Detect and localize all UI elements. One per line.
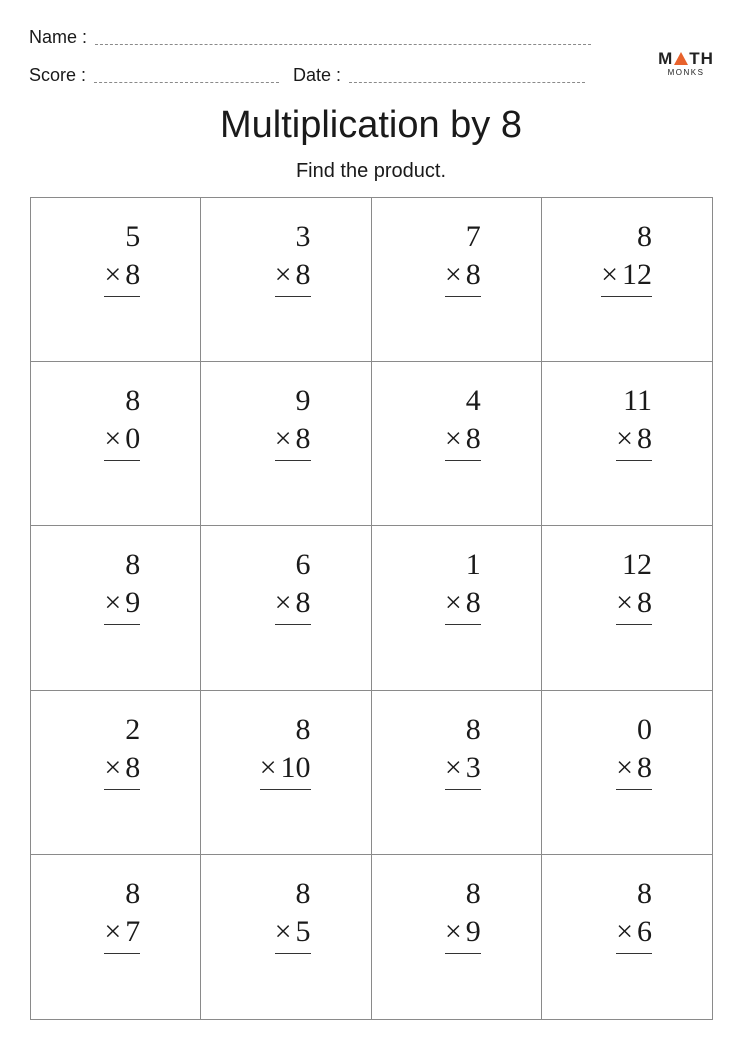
answer-line: [275, 953, 311, 954]
multiplier: 5: [295, 914, 311, 948]
multiplicand: 8: [637, 220, 652, 253]
math-monks-logo: [656, 50, 716, 78]
times-icon: ×: [274, 258, 292, 291]
multiplication-problem: [616, 546, 652, 625]
multiplicand: 3: [295, 220, 311, 253]
multiplier: 6: [637, 914, 652, 948]
problem-cell[interactable]: [372, 855, 542, 1019]
multiplicand: 8: [295, 712, 311, 746]
problem-cell[interactable]: [372, 362, 542, 526]
worksheet-instruction: Find the product.: [295, 160, 447, 182]
answer-line: [104, 953, 140, 954]
multiplier: 12: [622, 258, 652, 291]
answer-line: [616, 624, 652, 625]
times-icon: ×: [274, 586, 292, 620]
problem-cell[interactable]: [31, 362, 201, 526]
times-icon: ×: [616, 422, 633, 456]
score-blank-line[interactable]: [94, 81, 279, 83]
multiplier: 8: [637, 586, 652, 620]
multiplication-problem: [601, 218, 652, 297]
multiplier: 9: [465, 914, 481, 948]
times-icon: ×: [444, 258, 462, 291]
multiplication-problem: [275, 382, 311, 461]
multiplication-problem: [275, 875, 311, 954]
multiplicand: 0: [637, 712, 652, 746]
multiplier-row: [104, 584, 140, 622]
multiplier: 8: [465, 258, 481, 291]
multiplicand: 9: [295, 384, 311, 418]
multiplicand: 8: [125, 876, 141, 910]
multiplier: 8: [125, 258, 141, 291]
date-blank-line[interactable]: [349, 81, 585, 83]
multiplier-row: [260, 749, 311, 787]
answer-line: [445, 460, 481, 461]
multiplier-row: [616, 584, 652, 622]
multiplication-problem: [260, 711, 311, 790]
multiplier: 8: [637, 750, 652, 784]
problem-cell[interactable]: [201, 691, 371, 855]
multiplication-problem: [104, 711, 140, 790]
multiplicand: 8: [637, 876, 652, 910]
multiplier-row: [275, 256, 311, 294]
multiplicand: 1: [465, 548, 481, 582]
multiplicand: 7: [465, 220, 481, 253]
answer-line: [616, 953, 652, 954]
multiplier-row: [275, 420, 311, 458]
answer-line: [616, 789, 652, 790]
multiplier-row: [275, 584, 311, 622]
multiplicand: 8: [295, 876, 311, 910]
multiplier: 8: [295, 258, 311, 291]
multiplier-row: [445, 420, 481, 458]
score-label: Score :: [29, 65, 87, 85]
answer-line: [601, 296, 652, 297]
multiplier-row: [104, 749, 140, 787]
multiplication-problem: [445, 218, 481, 297]
problem-cell[interactable]: [201, 526, 371, 690]
problem-cell[interactable]: [31, 526, 201, 690]
multiplicand: 11: [623, 384, 652, 418]
times-icon: ×: [104, 422, 122, 456]
times-icon: ×: [616, 586, 633, 620]
multiplicand: 8: [465, 876, 481, 910]
multiplier-row: [445, 584, 481, 622]
multiplication-problem: [445, 711, 481, 790]
multiplicand: 6: [295, 548, 311, 582]
multiplier-row: [104, 420, 140, 458]
multiplication-problem: [616, 711, 652, 790]
problem-cell[interactable]: [201, 362, 371, 526]
problem-cell[interactable]: [542, 362, 712, 526]
multiplication-problem: [104, 546, 140, 625]
times-icon: ×: [444, 586, 462, 620]
answer-line: [445, 789, 481, 790]
multiplier-row: [445, 749, 481, 787]
multiplication-problem: [445, 382, 481, 461]
problem-cell[interactable]: [542, 855, 712, 1019]
answer-line: [104, 789, 140, 790]
multiplier: 10: [280, 750, 311, 784]
multiplication-problem: [104, 218, 140, 297]
answer-line: [275, 460, 311, 461]
times-icon: ×: [274, 422, 292, 456]
times-icon: ×: [444, 422, 462, 456]
answer-line: [275, 624, 311, 625]
multiplier-row: [275, 913, 311, 951]
multiplication-problem: [104, 875, 140, 954]
name-blank-line[interactable]: [95, 43, 591, 45]
multiplicand: 8: [125, 384, 141, 418]
problem-cell[interactable]: [542, 198, 712, 362]
problem-cell[interactable]: [31, 198, 201, 362]
multiplier: 8: [295, 586, 311, 620]
multiplier: 8: [465, 422, 481, 456]
answer-line: [445, 953, 481, 954]
multiplication-problem: [616, 382, 652, 461]
multiplier-row: [104, 913, 140, 951]
date-label: Date :: [293, 65, 342, 85]
multiplication-problem: [445, 546, 481, 625]
multiplicand: 4: [465, 384, 481, 418]
times-icon: ×: [601, 258, 618, 291]
problem-cell[interactable]: [372, 691, 542, 855]
logo-wordmark: [656, 50, 716, 68]
multiplier-row: [616, 420, 652, 458]
multiplier: 8: [295, 422, 311, 456]
name-label: Name :: [29, 27, 88, 47]
times-icon: ×: [104, 914, 122, 948]
multiplicand: 5: [125, 220, 141, 253]
problem-cell[interactable]: [31, 855, 201, 1019]
times-icon: ×: [104, 750, 122, 784]
multiplier: 3: [465, 750, 481, 784]
times-icon: ×: [444, 914, 462, 948]
multiplier: 8: [637, 422, 652, 456]
answer-line: [445, 296, 481, 297]
times-icon: ×: [616, 914, 633, 948]
answer-line: [104, 624, 140, 625]
problem-cell[interactable]: [372, 198, 542, 362]
answer-line: [616, 460, 652, 461]
logo-triangle-icon: [674, 52, 688, 65]
multiplicand: 12: [622, 548, 652, 582]
multiplier-row: [104, 256, 140, 294]
problem-cell[interactable]: [542, 526, 712, 690]
multiplier-row: [445, 913, 481, 951]
answer-line: [260, 789, 311, 790]
problem-cell[interactable]: [31, 691, 201, 855]
multiplier: 9: [125, 586, 141, 620]
multiplicand: 2: [125, 712, 141, 746]
multiplication-problem: [275, 218, 311, 297]
problem-cell[interactable]: [542, 691, 712, 855]
multiplication-problem: [275, 546, 311, 625]
score-date-row: [29, 65, 585, 86]
worksheet-title: Multiplication by 8: [219, 104, 523, 146]
logo-word-end: TH: [689, 49, 714, 68]
multiplication-problem: [445, 875, 481, 954]
times-icon: ×: [274, 914, 292, 948]
answer-line: [104, 296, 140, 297]
times-icon: ×: [259, 750, 277, 784]
multiplier-row: [445, 256, 481, 294]
multiplication-problem: [616, 875, 652, 954]
multiplicand: 8: [125, 548, 141, 582]
problem-cell[interactable]: [372, 526, 542, 690]
name-field-row: [29, 27, 591, 48]
multiplicand: 8: [465, 712, 481, 746]
logo-subtext: MONKS: [667, 68, 705, 77]
multiplier-row: [616, 749, 652, 787]
problem-cell[interactable]: [201, 855, 371, 1019]
logo-word-start: M: [658, 49, 674, 68]
multiplication-problem: [104, 382, 140, 461]
answer-line: [445, 624, 481, 625]
answer-line: [275, 296, 311, 297]
multiplier: 7: [125, 914, 141, 948]
problem-grid: [30, 197, 713, 1020]
problem-cell[interactable]: [201, 198, 371, 362]
times-icon: ×: [616, 750, 633, 784]
multiplier: 0: [125, 422, 141, 456]
multiplier-row: [616, 913, 652, 951]
times-icon: ×: [104, 258, 122, 291]
multiplier: 8: [465, 586, 481, 620]
times-icon: ×: [104, 586, 122, 620]
times-icon: ×: [444, 750, 462, 784]
answer-line: [104, 460, 140, 461]
multiplier: 8: [125, 750, 141, 784]
multiplier-row: [601, 256, 652, 294]
